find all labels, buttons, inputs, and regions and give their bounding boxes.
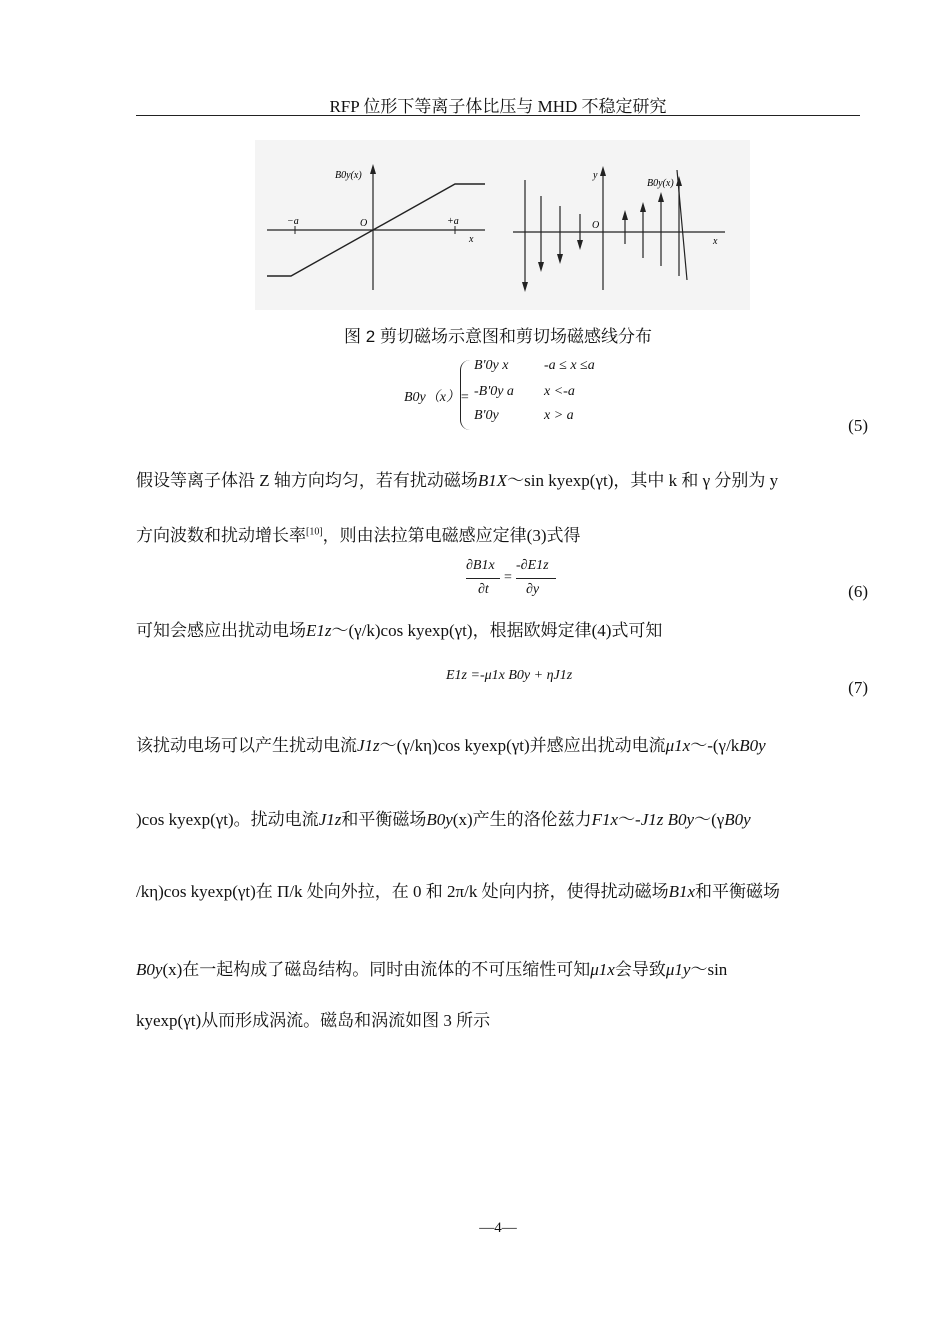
symbol-mu1x: μ1x [590,960,615,979]
citation-ref: [10] [306,526,323,538]
text-run: 该扰动电场可以产生扰动电流 [136,736,357,755]
symbol-b0y: B0y [426,810,453,829]
eq5-lhs: B0y（x）= [404,390,470,405]
symbol-b0y: B0y [739,736,766,755]
text-run: /kη)cos kyexp(γt)在 Π/k 处向外拉，在 0 和 2π/k 处向内挤，使得扰动磁场 [136,882,669,901]
paragraph-3-line-3 [136,877,860,902]
paragraph-3-line-5: kyexp(γt)从而形成涡流。磁岛和涡流如图 3 所示 [136,1011,491,1030]
text-run: 和平衡磁场 [341,810,427,829]
eq6-denominator-right: ∂y [526,582,540,597]
paragraph-3-line-1 [136,731,860,756]
text-run: ～sin kyexp(γt)，其中 k 和 γ 分别为 y [507,471,779,490]
text-run: ～-(γ/k [690,736,740,755]
symbol-b0y: B0y [724,810,751,829]
header-rule [136,115,860,116]
text-run: 可知会感应出扰动电场 [136,621,306,640]
equation-6 [466,558,566,602]
symbol-b0y: B0y [667,810,695,829]
text-run: ～(γ [694,810,725,829]
page-number: —4— [479,1220,517,1236]
eq5-case-2-cond: x <-a [544,384,575,399]
text-run: ～(γ/kη)cos kyexp(γt)并感应出扰动电流 [379,736,666,755]
eq6-denominator-left: ∂t [478,582,489,597]
eq6-numerator-left: ∂B1x [466,558,495,573]
symbol-mu1x: μ1x [665,736,691,755]
text-run: 和平衡磁场 [695,882,781,901]
symbol-b1x: B1x [668,882,696,901]
figure-2 [255,140,750,310]
eq5-brace [460,360,471,430]
symbol-e1z: E1z [306,621,332,640]
figure-2-diagram [255,140,750,310]
eq6-numerator-right: -∂E1z [516,558,549,573]
text-run: 假设等离子体沿 Z 轴方向均匀，若有扰动磁场 [136,471,478,490]
symbol-mu1y: μ1y [665,960,691,979]
paragraph-3-line-2 [136,805,860,830]
eq6-fraction-bar-left [466,578,500,579]
symbol-j1z: J1z [357,736,380,755]
symbol-b0y: B0y [136,960,163,979]
eq5-case-3-expr: B'0y [474,408,499,423]
figure-background [255,140,750,310]
right-origin-label: O [592,220,600,231]
left-pos-tick-label: +a [447,216,459,227]
eq6-fraction-bar-right [516,578,556,579]
left-y-label: B0y(x) [335,170,362,181]
right-field-label: B0y(x) [647,178,674,189]
symbol-j1z: J1z [640,810,664,829]
eq5-case-3-cond: x > a [544,408,574,423]
equation-5 [404,358,644,434]
paragraph-1-line-1 [136,466,860,491]
figure-caption: 图 2 剪切磁场示意图和剪切场磁感线分布 [344,327,652,346]
paragraph-3-line-4 [136,955,860,980]
text-run: ～(γ/k)cos kyexp(γt)，根据欧姆定律(4)式可知 [331,621,663,640]
text-run: ～- [618,810,641,829]
eq5-case-2-expr: -B'0y a [474,384,514,399]
eq5-number: (5) [848,416,868,435]
left-origin-label: O [360,218,368,229]
equation-7: E1z =-μ1x B0y + ηJ1z [446,668,573,683]
paragraph-2 [136,616,860,641]
text-run: )cos kyexp(γt)。扰动电流 [136,810,319,829]
eq5-case-1-expr: B'0y x [474,358,509,373]
symbol-j1z: J1z [318,810,342,829]
paragraph-1-line-2 [136,521,860,546]
right-y-label: y [593,170,598,181]
text-run: ～sin [690,960,728,979]
text-run: (x)产生的洛伦兹力 [452,810,592,829]
symbol-b1x: B1X [477,471,508,490]
text-run: (x)在一起构成了磁岛结构。同时由流体的不可压缩性可知 [162,960,591,979]
eq6-number: (6) [848,582,868,601]
running-header: RFP 位形下等离子体比压与 MHD 不稳定研究 [329,97,667,116]
left-neg-tick-label: −a [287,216,299,227]
eq6-equals: = [504,570,512,585]
right-x-label: x [713,236,718,247]
text-run: 方向波数和扰动增长率 [136,526,306,545]
left-x-label: x [469,234,474,245]
symbol-f1x: F1x [591,810,619,829]
text-run: 会导致 [614,960,666,979]
text-run: ，则由法拉第电磁感应定律(3)式得 [322,526,581,545]
eq7-number: (7) [848,678,868,697]
eq5-case-1-cond: -a ≤ x ≤a [544,358,595,373]
